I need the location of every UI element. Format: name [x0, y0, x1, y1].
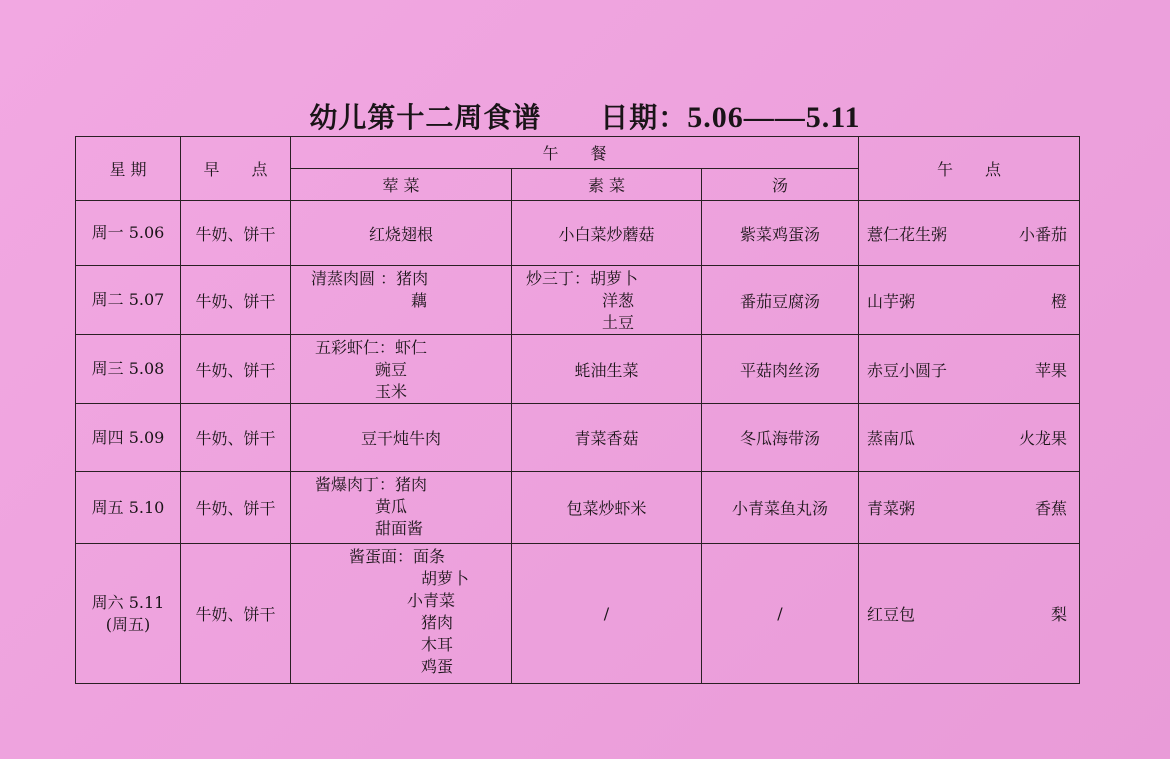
snack-cell	[859, 335, 1080, 404]
table-row	[76, 335, 1080, 404]
snack-fruit: 橙	[1050, 291, 1067, 311]
breakfast-cell: 牛奶、饼干	[181, 404, 291, 472]
breakfast-cell: 牛奶、饼干	[181, 266, 291, 335]
veg-dish-cell	[512, 472, 702, 544]
weekly-menu-table	[75, 136, 1080, 684]
meat-dish-line: 猪肉	[421, 613, 454, 632]
soup-cell: 平菇肉丝汤	[702, 335, 859, 404]
snack-content	[859, 426, 1079, 449]
meat-dish-line: 黄瓜	[375, 497, 408, 516]
snack-content	[859, 289, 1079, 312]
snack-food: 青菜粥	[867, 499, 916, 518]
day-label: 周五 5.10	[91, 497, 165, 517]
veg-dish-cell	[512, 266, 702, 335]
meat-dish-line: 甜面酱	[375, 519, 424, 538]
snack-content	[859, 358, 1079, 381]
breakfast-cell: 牛奶、饼干	[181, 544, 291, 684]
day-cell	[76, 544, 181, 684]
day-cell	[76, 472, 181, 544]
snack-cell	[859, 472, 1080, 544]
snack-food: 薏仁花生粥	[867, 224, 948, 244]
date-range: 5.06——5.11	[687, 101, 861, 134]
snack-content	[859, 496, 1079, 519]
meat-dish-cell	[291, 266, 512, 335]
day-label: 周二 5.07	[91, 290, 165, 309]
day-cell	[76, 266, 181, 335]
day-cell	[76, 404, 181, 472]
snack-cell	[859, 544, 1080, 684]
menu-body	[76, 201, 1080, 684]
header-snack: 午 点	[859, 137, 1080, 201]
snack-fruit: 香蕉	[1034, 499, 1067, 518]
meat-dish-line: 玉米	[375, 382, 408, 401]
soup-cell: 小青菜鱼丸汤	[702, 472, 859, 544]
snack-content	[859, 602, 1079, 625]
veg-dish-cell	[512, 404, 702, 472]
day-label: 周四 5.09	[91, 427, 165, 447]
meat-dish-line: 胡萝卜	[421, 569, 470, 588]
header-soup: 汤	[702, 169, 859, 201]
menu-title	[0, 96, 1170, 136]
header-day: 星 期	[76, 137, 181, 201]
day-label: 周三 5.08	[91, 359, 165, 378]
veg-dish-line: 洋葱	[602, 291, 635, 310]
soup-cell: 番茄豆腐汤	[702, 266, 859, 335]
soup-cell: 冬瓜海带汤	[702, 404, 859, 472]
header-veg: 素 菜	[512, 169, 702, 201]
veg-dish-cell	[512, 201, 702, 266]
meat-dish-line: 酱爆肉丁：猪肉	[315, 475, 428, 494]
snack-fruit: 火龙果	[1018, 429, 1067, 448]
header-breakfast: 早 点	[181, 137, 291, 201]
snack-cell	[859, 404, 1080, 472]
meat-dish-line: 红烧翅根	[368, 224, 433, 244]
meat-dish-cell	[291, 404, 512, 472]
veg-dish-line: 小白菜炒蘑菇	[558, 224, 655, 244]
table-row	[76, 404, 1080, 472]
snack-cell	[859, 266, 1080, 335]
date-label: 日期：	[600, 101, 688, 134]
meat-dish-line: 豌豆	[375, 360, 408, 379]
meat-dish-line: 酱蛋面：面条	[349, 547, 446, 566]
meat-dish-line: 木耳	[421, 635, 454, 654]
table-row	[76, 472, 1080, 544]
title-main: 幼儿第十二周食谱	[309, 101, 542, 134]
veg-dish-cell	[512, 335, 702, 404]
day-note: (周五)	[105, 614, 151, 634]
snack-food: 山芋粥	[867, 291, 916, 311]
breakfast-cell: 牛奶、饼干	[181, 472, 291, 544]
day-cell	[76, 335, 181, 404]
day-cell	[76, 201, 181, 266]
veg-dish-line: 包菜炒虾米	[566, 499, 647, 518]
snack-content	[859, 222, 1079, 245]
meat-dish-cell	[291, 544, 512, 684]
soup-cell: 紫菜鸡蛋汤	[702, 201, 859, 266]
veg-dish-cell	[512, 544, 702, 684]
header-meat: 荤 菜	[291, 169, 512, 201]
header-lunch: 午 餐	[291, 137, 859, 169]
meat-dish-line: 五彩虾仁：虾仁	[315, 338, 428, 357]
veg-dish-line: 蚝油生菜	[574, 360, 639, 380]
snack-food: 蒸南瓜	[867, 429, 916, 448]
veg-dish-line: 青菜香菇	[574, 429, 639, 448]
meat-dish-line: 豆干炖牛肉	[360, 429, 441, 448]
snack-food: 赤豆小圆子	[867, 360, 948, 380]
breakfast-cell: 牛奶、饼干	[181, 335, 291, 404]
veg-dish-line: 炒三丁：胡萝卜	[526, 269, 639, 288]
table-row	[76, 266, 1080, 335]
meat-dish-cell	[291, 201, 512, 266]
day-label: 周一 5.06	[91, 223, 165, 242]
meat-dish-line: 鸡蛋	[421, 657, 454, 676]
snack-fruit: 小番茄	[1018, 224, 1067, 244]
snack-fruit: 梨	[1050, 605, 1067, 624]
table-row	[76, 544, 1080, 684]
meat-dish-line: 小青菜	[407, 591, 456, 610]
meat-dish-cell	[291, 335, 512, 404]
meat-dish-line: 清蒸肉圆 ：猪肉	[311, 269, 429, 288]
meat-dish-line: 藕	[411, 291, 428, 310]
table-row	[76, 201, 1080, 266]
breakfast-cell: 牛奶、饼干	[181, 201, 291, 266]
meat-dish-cell	[291, 472, 512, 544]
snack-cell	[859, 201, 1080, 266]
soup-cell: /	[702, 544, 859, 684]
veg-dish-line: 土豆	[602, 313, 635, 332]
snack-food: 红豆包	[867, 605, 916, 624]
veg-dish-line: /	[603, 604, 610, 623]
snack-fruit: 苹果	[1034, 360, 1067, 380]
day-label: 周六 5.11	[91, 592, 165, 612]
